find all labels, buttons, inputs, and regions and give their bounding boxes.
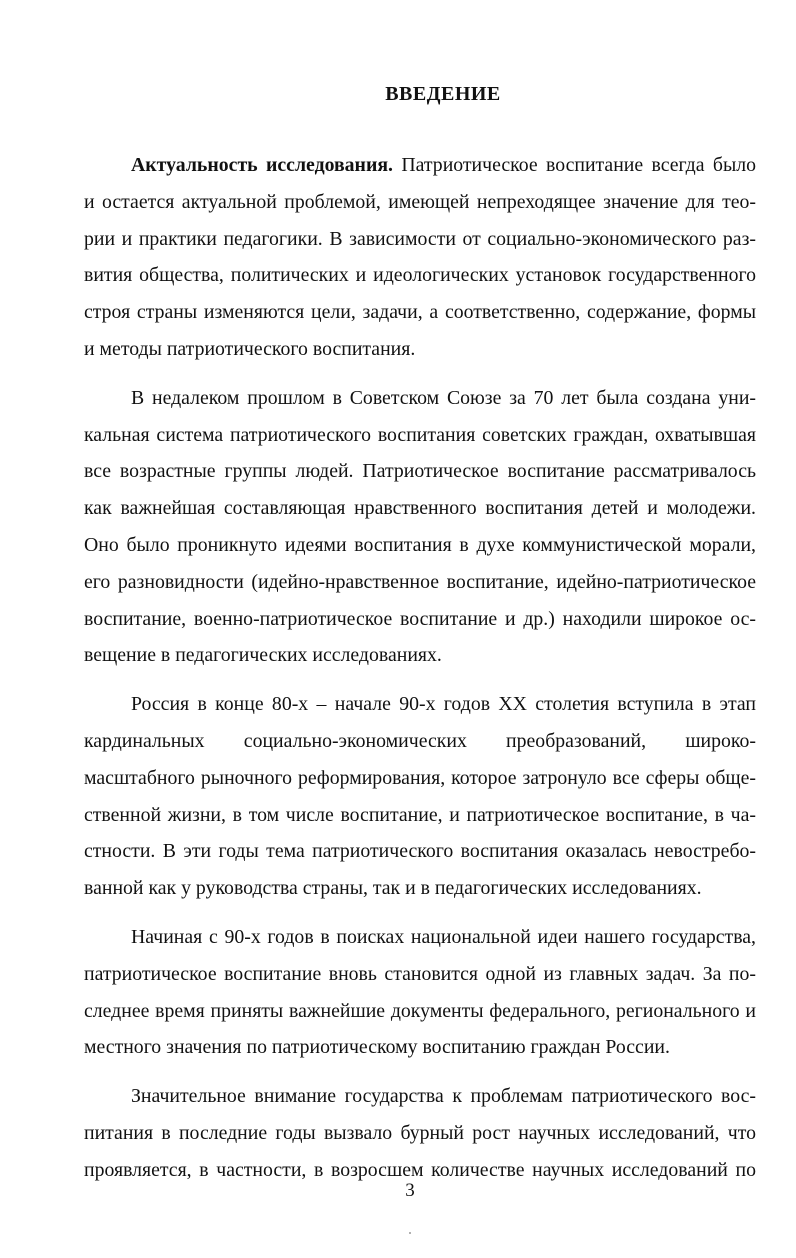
body-text xyxy=(84,147,756,1189)
page-number: 3 xyxy=(405,1180,415,1201)
text-line: патриотическое воспитание вновь становится одной из главных задач. За по- xyxy=(84,962,756,985)
section-title: ВВЕДЕНИЕ xyxy=(385,83,501,105)
paragraph-relevance xyxy=(84,147,756,368)
text-line: воспитание, военно-патриотическое воспитание и др.) находили широкое ос- xyxy=(84,607,756,630)
text-line: следнее время приняты важнейшие документы федерального, регионального и xyxy=(84,999,756,1022)
text-line: его разновидности (идейно-нравственное воспитание, идейно-патриотическое xyxy=(84,570,756,593)
paragraph-state-attention xyxy=(84,1078,756,1188)
text-line: кардинальных социально-экономических преобразований, широко- xyxy=(84,729,756,752)
paragraph-russia-80s-90s xyxy=(84,686,756,907)
text-line: все возрастные группы людей. Патриотическое воспитание рассматривалось xyxy=(84,460,756,483)
text-line: строя страны изменяются цели, задачи, а соответственно, содержание, формы xyxy=(84,301,756,324)
text-line: стности. В эти годы тема патриотического воспитания оказалась невостребо- xyxy=(84,840,756,863)
text-line: ванной как у руководства страны, так и в педагогических исследованиях. xyxy=(84,877,702,900)
text-line: вития общества, политических и идеологических установок государственного xyxy=(84,264,756,287)
text-line: рии и практики педагогики. В зависимости от социально-экономического раз- xyxy=(84,227,756,250)
text-line: Актуальность исследования. Патриотическое воспитание всегда было xyxy=(131,154,756,176)
text-line: и методы патриотического воспитания. xyxy=(84,337,416,360)
text-line: проявляется, в частности, в возросшем количестве научных исследований по xyxy=(84,1158,756,1181)
text-line: питания в последние годы вызвало бурный рост научных исследований, что xyxy=(84,1121,756,1144)
text-line: ственной жизни, в том числе воспитание, и патриотическое воспитание, в ча- xyxy=(84,803,756,826)
text-line: вещение в педагогических исследованиях. xyxy=(84,644,442,667)
text-line: местного значения по патриотическому воспитанию граждан России. xyxy=(84,1036,670,1059)
paragraph-since-90s xyxy=(84,919,756,1066)
text-line: как важнейшая составляющая нравственного воспитания детей и молодежи. xyxy=(84,497,756,520)
text-line: кальная система патриотического воспитания советских граждан, охватывшая xyxy=(84,423,756,446)
text-line: Значительное внимание государства к проблемам патриотического вос- xyxy=(131,1085,756,1108)
text-line: Россия в конце 80-х – начале 90-х годов XX столетия вступила в этап xyxy=(131,693,756,716)
text-line: В недалеком прошлом в Советском Союзе за 70 лет была создана уни- xyxy=(131,386,756,409)
scan-speck xyxy=(409,1232,411,1234)
paragraph-heading: Актуальность исследования. xyxy=(131,154,393,176)
text-line: масштабного рыночного реформирования, которое затронуло все сферы обще- xyxy=(84,766,756,789)
text-line: Оно было проникнуто идеями воспитания в духе коммунистической морали, xyxy=(84,533,756,556)
text-line: Начиная с 90-х годов в поисках национальной идеи нашего государства, xyxy=(131,925,756,948)
paragraph-soviet-past xyxy=(84,380,756,674)
text-line: и остается актуальной проблемой, имеющей непреходящее значение для тео- xyxy=(84,190,756,213)
